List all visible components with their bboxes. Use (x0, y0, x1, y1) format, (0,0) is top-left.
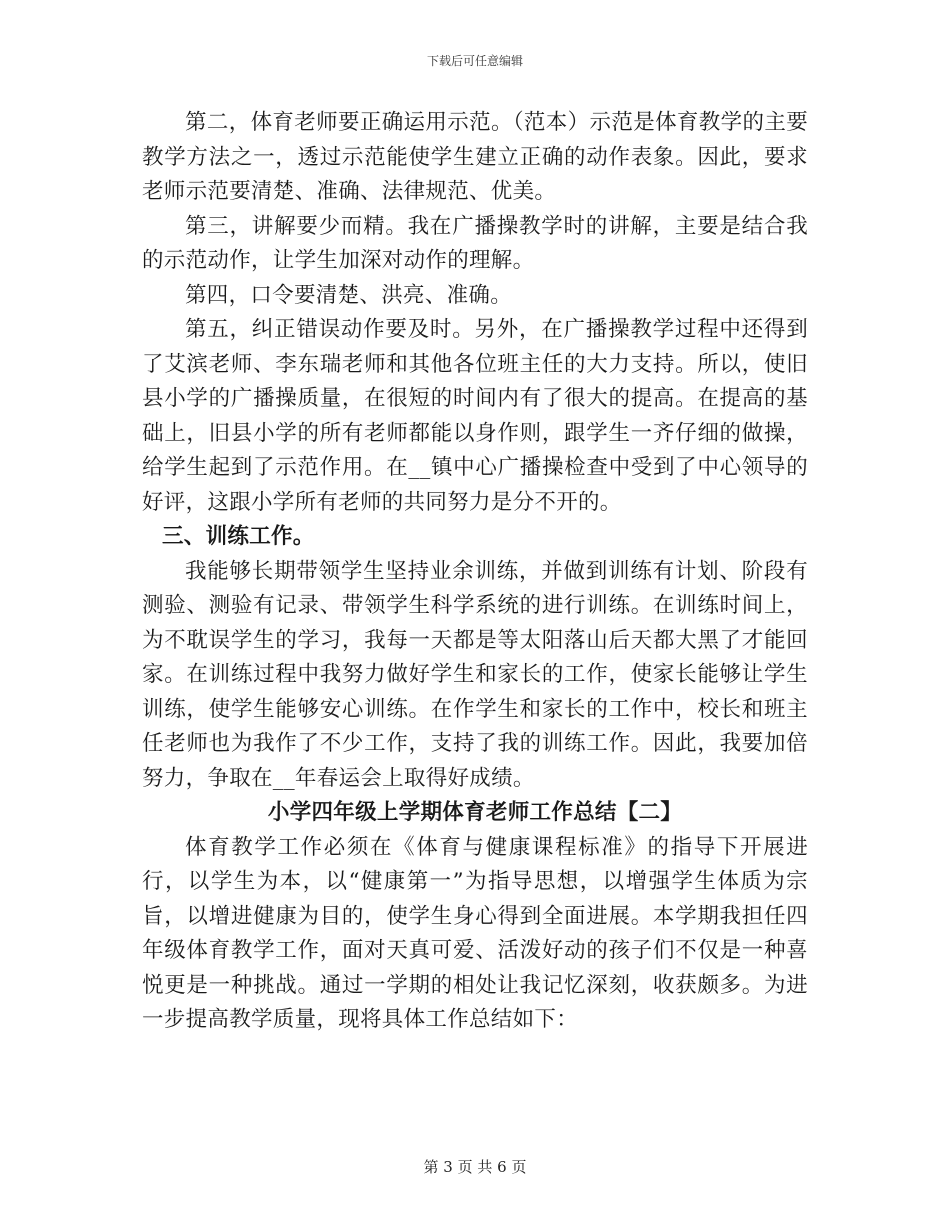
page-number: 第 3 页 共 6 页 (423, 1158, 527, 1176)
paragraph-commands: 第四，口令要清楚、洪亮、准确。 (185, 282, 513, 308)
paragraph-training: 我能够长期带领学生坚持业余训练，并做到训练有计划、阶段有测验、测验有记录、带领学生科学系统的进行训练。在训练时间上，为不耽误学生的学习，我每一天都是等太阳落山后天都大黑了才能回家。在训练过程中我努力做好学生和家长的工作，使家长能够让学生训练，使学生能够安心训练。在作学生和家长的工作中，校长和班主任老师也为我作了不少工作，支持了我的训练工作。因此，我要加倍努力，争取在__年春运会上取得好成绩。 (142, 558, 808, 791)
section-heading-training: 三、训练工作。 (162, 524, 315, 549)
paragraph-intro-part-two: 体育教学工作必须在《体育与健康课程标准》的指导下开展进行，以学生为本，以“健康第一”为指导思想，以增强学生体质为宗旨，以增进健康为目的，使学生身心得到全面进展。本学期我担任四年级体育教学工作，面对天真可爱、活泼好动的孩子们不仅是一种喜悦更是一种挑战。通过一学期的相处让我记忆深刻，收获颇多。为进一步提高教学质量，现将具体工作总结如下： (142, 834, 808, 1032)
document-body (142, 106, 808, 1038)
header-note: 下载后可任意编辑 (426, 54, 523, 68)
document-title-part-two: 小学四年级上学期体育老师工作总结【二】 (267, 800, 683, 825)
paragraph-explanation: 第三，讲解要少而精。我在广播操教学时的讲解，主要是结合我的示范动作，让学生加深对动作的理解。 (142, 213, 808, 273)
paragraph-corrections: 第五，纠正错误动作要及时。另外，在广播操教学过程中还得到了艾滨老师、李东瑞老师和其他各位班主任的大力支持。所以，使旧县小学的广播操质量，在很短的时间内有了很大的提高。在提高的基础上，旧县小学的所有老师都能以身作则，跟学生一齐仔细的做操，给学生起到了示范作用。在__镇中心广播操检查中受到了中心领导的好评，这跟小学所有老师的共同努力是分不开的。 (142, 317, 808, 515)
paragraph-demonstration: 第二，体育老师要正确运用示范。（范本）示范是体育教学的主要教学方法之一，透过示范能使学生建立正确的动作表象。因此，要求老师示范要清楚、准确、法律规范、优美。 (142, 110, 808, 204)
